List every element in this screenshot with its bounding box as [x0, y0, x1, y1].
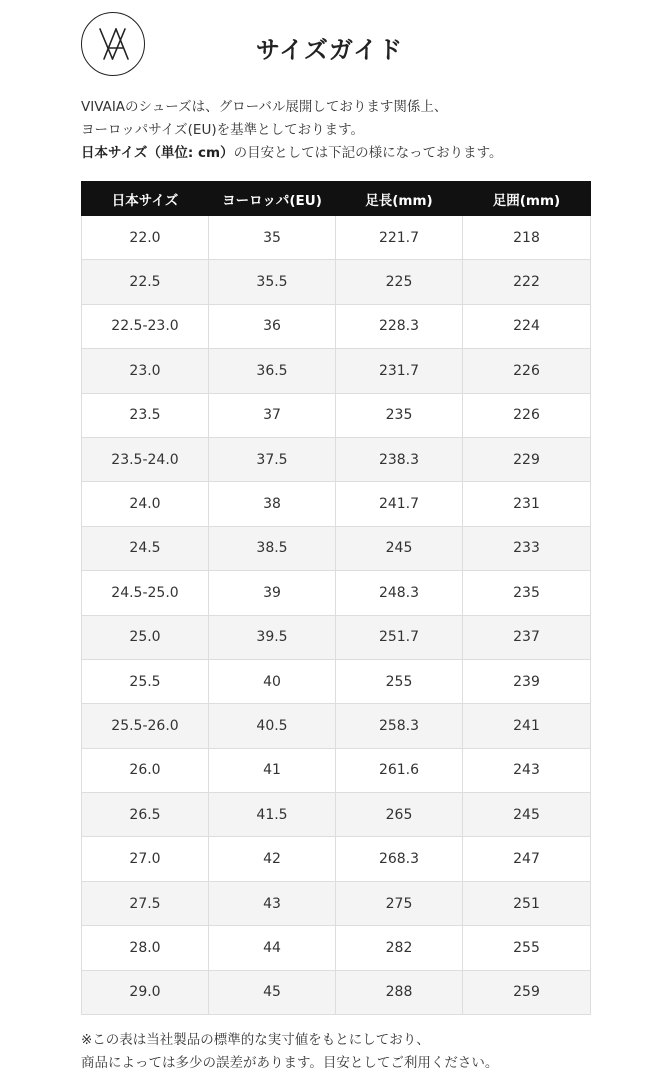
cell-foot-girth: 245: [463, 793, 591, 837]
page-title: サイズガイド: [255, 36, 404, 64]
cell-jp-size: 27.0: [82, 837, 209, 881]
cell-foot-length: 261.6: [336, 748, 463, 792]
cell-jp-size: 27.5: [82, 881, 209, 925]
table-row: [82, 571, 591, 615]
table-row: [82, 304, 591, 348]
cell-foot-girth: 235: [463, 571, 591, 615]
cell-jp-size: 24.5-25.0: [82, 571, 209, 615]
cell-eu-size: 38: [209, 482, 336, 526]
cell-eu-size: 37: [209, 393, 336, 437]
intro-unit-label: 日本サイズ（単位: cm）: [81, 145, 234, 161]
footnote: [81, 1029, 651, 1075]
table-header-row: [82, 182, 591, 216]
cell-eu-size: 40.5: [209, 704, 336, 748]
cell-foot-length: 258.3: [336, 704, 463, 748]
intro-line-1: VIVAIAのシューズは、グローバル展開しております関係上、: [81, 99, 448, 115]
table-row: [82, 881, 591, 925]
cell-jp-size: 28.0: [82, 926, 209, 970]
cell-eu-size: 35: [209, 216, 336, 260]
footnote-line-2: 商品によっては多少の誤差があります。目安としてご利用ください。: [81, 1055, 499, 1071]
table-row: [82, 793, 591, 837]
cell-foot-length: 245: [336, 526, 463, 570]
cell-jp-size: 22.5: [82, 260, 209, 304]
cell-foot-girth: 222: [463, 260, 591, 304]
cell-eu-size: 36: [209, 304, 336, 348]
cell-eu-size: 39.5: [209, 615, 336, 659]
cell-jp-size: 23.5: [82, 393, 209, 437]
cell-foot-length: 288: [336, 970, 463, 1014]
cell-foot-girth: 218: [463, 216, 591, 260]
cell-eu-size: 44: [209, 926, 336, 970]
table-row: [82, 216, 591, 260]
cell-eu-size: 39: [209, 571, 336, 615]
size-chart-table: [81, 181, 591, 1015]
intro-line-3-rest: の目安としては下記の様になっております。: [233, 145, 503, 161]
table-row: [82, 970, 591, 1014]
cell-foot-length: 225: [336, 260, 463, 304]
cell-jp-size: 29.0: [82, 970, 209, 1014]
header-foot-length: 足長(mm): [336, 182, 463, 216]
cell-foot-girth: 226: [463, 349, 591, 393]
cell-jp-size: 25.5: [82, 659, 209, 703]
cell-jp-size: 24.0: [82, 482, 209, 526]
cell-foot-length: 221.7: [336, 216, 463, 260]
cell-foot-length: 275: [336, 881, 463, 925]
cell-foot-length: 265: [336, 793, 463, 837]
table-row: [82, 393, 591, 437]
table-row: [82, 926, 591, 970]
header-jp-size: 日本サイズ: [82, 182, 209, 216]
cell-foot-girth: 224: [463, 304, 591, 348]
cell-eu-size: 38.5: [209, 526, 336, 570]
cell-foot-girth: 237: [463, 615, 591, 659]
intro-line-2: ヨーロッパサイズ(EU)を基準としております。: [81, 122, 365, 138]
cell-foot-girth: 239: [463, 659, 591, 703]
cell-foot-girth: 247: [463, 837, 591, 881]
table-row: [82, 260, 591, 304]
table-row: [82, 748, 591, 792]
cell-eu-size: 35.5: [209, 260, 336, 304]
table-row: [82, 837, 591, 881]
cell-jp-size: 22.5-23.0: [82, 304, 209, 348]
cell-foot-length: 241.7: [336, 482, 463, 526]
cell-foot-girth: 233: [463, 526, 591, 570]
cell-jp-size: 22.0: [82, 216, 209, 260]
cell-foot-length: 231.7: [336, 349, 463, 393]
cell-foot-girth: 255: [463, 926, 591, 970]
cell-foot-girth: 259: [463, 970, 591, 1014]
cell-jp-size: 24.5: [82, 526, 209, 570]
cell-eu-size: 40: [209, 659, 336, 703]
cell-eu-size: 42: [209, 837, 336, 881]
cell-jp-size: 23.5-24.0: [82, 437, 209, 481]
cell-foot-length: 255: [336, 659, 463, 703]
table-row: [82, 659, 591, 703]
cell-foot-length: 251.7: [336, 615, 463, 659]
cell-jp-size: 23.0: [82, 349, 209, 393]
cell-foot-length: 268.3: [336, 837, 463, 881]
cell-foot-girth: 226: [463, 393, 591, 437]
table-row: [82, 526, 591, 570]
cell-foot-girth: 229: [463, 437, 591, 481]
cell-jp-size: 25.0: [82, 615, 209, 659]
cell-foot-length: 238.3: [336, 437, 463, 481]
cell-foot-girth: 231: [463, 482, 591, 526]
cell-eu-size: 43: [209, 881, 336, 925]
cell-foot-girth: 243: [463, 748, 591, 792]
cell-jp-size: 25.5-26.0: [82, 704, 209, 748]
cell-foot-length: 235: [336, 393, 463, 437]
header: [0, 0, 659, 92]
table-row: [82, 704, 591, 748]
cell-eu-size: 41: [209, 748, 336, 792]
intro-text: [81, 96, 641, 165]
table-row: [82, 349, 591, 393]
cell-eu-size: 36.5: [209, 349, 336, 393]
cell-foot-length: 282: [336, 926, 463, 970]
cell-eu-size: 41.5: [209, 793, 336, 837]
header-eu-size: ヨーロッパ(EU): [209, 182, 336, 216]
cell-foot-girth: 241: [463, 704, 591, 748]
table-row: [82, 482, 591, 526]
cell-eu-size: 37.5: [209, 437, 336, 481]
cell-foot-length: 228.3: [336, 304, 463, 348]
intro-line-3: [81, 142, 641, 165]
header-foot-girth: 足囲(mm): [463, 182, 591, 216]
cell-foot-length: 248.3: [336, 571, 463, 615]
cell-foot-girth: 251: [463, 881, 591, 925]
cell-jp-size: 26.5: [82, 793, 209, 837]
table-row: [82, 615, 591, 659]
footnote-line-1: ※この表は当社製品の標準的な実寸値をもとにしており、: [81, 1032, 430, 1048]
table-row: [82, 437, 591, 481]
cell-eu-size: 45: [209, 970, 336, 1014]
table-body: [82, 216, 591, 1015]
cell-jp-size: 26.0: [82, 748, 209, 792]
